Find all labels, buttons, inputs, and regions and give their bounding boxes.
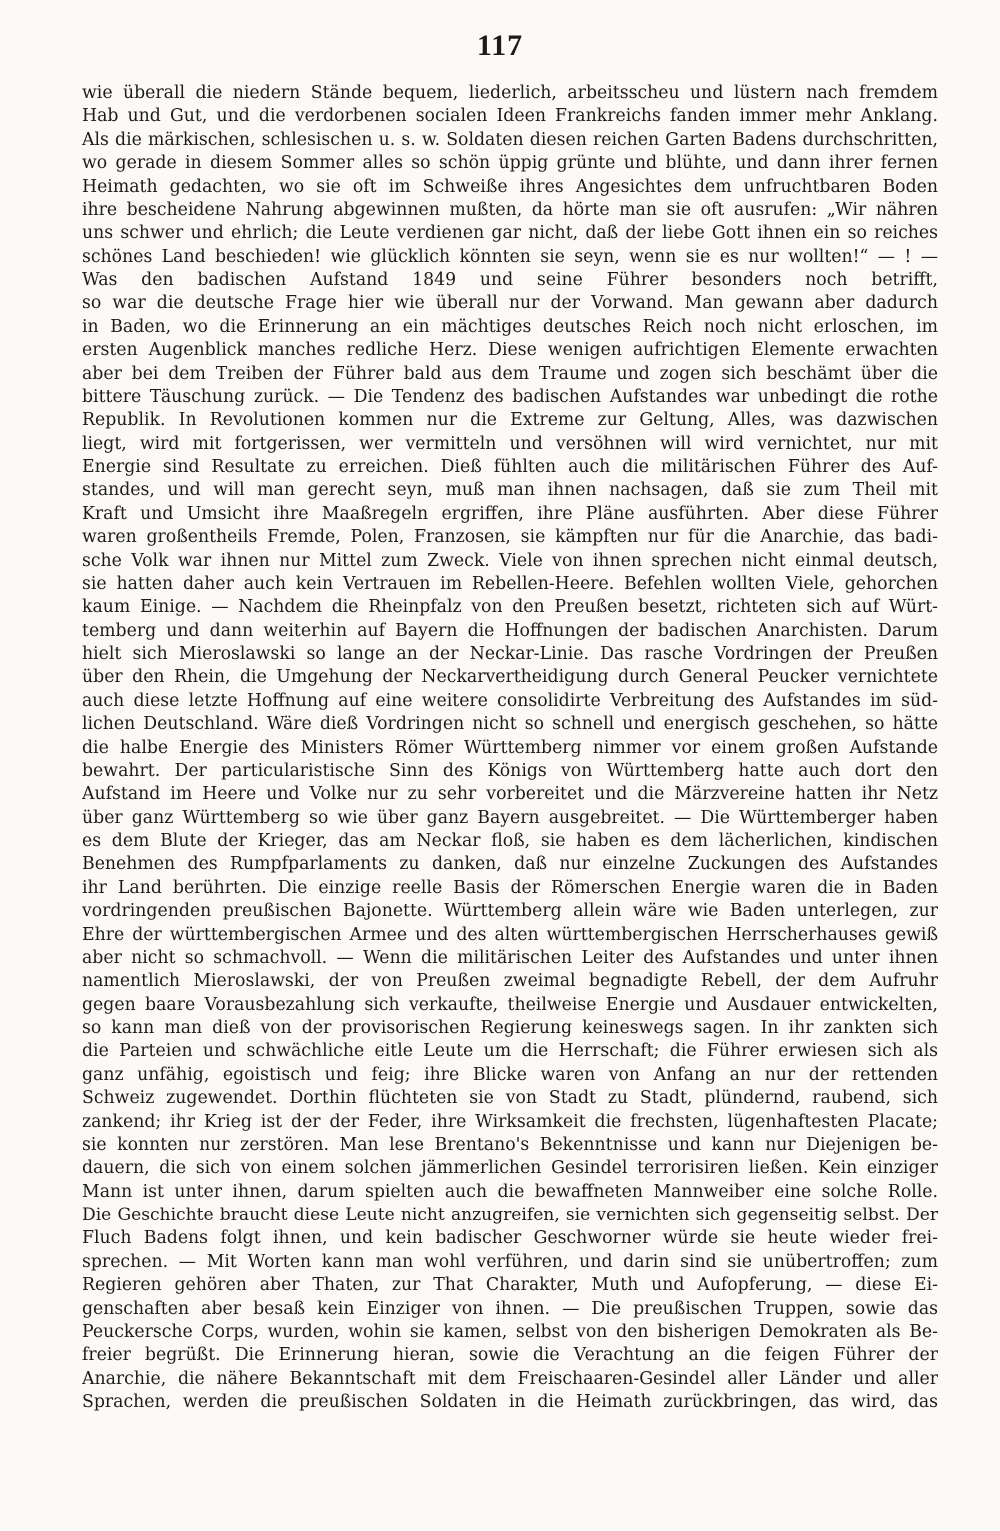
text-line: hielt sich Mieroslawski so lange an der Neckar-Linie. Das rasche Vordringen der Preußen: [82, 644, 938, 664]
body-text: [82, 82, 938, 1414]
text-line: kaum Einige. — Nachdem die Rheinpfalz von den Preußen besetzt, richteten sich auf Würt-: [82, 597, 938, 618]
text-line: Peuckersche Corps, wurden, wohin sie kamen, selbst von den bisherigen Demokraten als Be-: [82, 1321, 938, 1342]
text-line: so kann man dieß von der provisorischen Regierung keineswegs sagen. In ihr zankten sich: [82, 1018, 938, 1038]
text-line: Sprachen, werden die preußischen Soldaten in die Heimath zurückbringen, das wird, das: [82, 1392, 938, 1412]
text-line: Kraft und Umsicht ihre Maaßregeln ergriffen, ihre Pläne ausführten. Aber diese Führer: [82, 503, 938, 524]
text-line: uns schwer und ehrlich; die Leute verdienen gar nicht, daß der liebe Gott ihnen ein so reiches: [82, 223, 938, 244]
text-line: ganz unfähig, egoistisch und feig; ihre Blicke waren von Anfang an nur der rettenden: [82, 1064, 938, 1085]
text-line: sie konnten nur zerstören. Man lese Brentano's Bekenntnisse und kann nur Diejenigen be-: [82, 1134, 938, 1155]
text-line: die halbe Energie des Ministers Römer Württemberg nimmer vor einem großen Aufstande: [82, 737, 938, 758]
text-line: gegen baare Vorausbezahlung sich verkaufte, theilweise Energie und Ausdauer entwickelten,: [82, 994, 938, 1015]
text-line: Regieren gehören aber Thaten, zur That Charakter, Muth und Aufopferung, — diese Ei-: [82, 1275, 938, 1296]
text-line: Benehmen des Rumpfparlaments zu danken, daß nur einzelne Zuckungen des Aufstandes: [82, 854, 938, 875]
text-line: lichen Deutschland. Wäre dieß Vordringen nicht so schnell und energisch geschehen, so hätte: [82, 714, 938, 735]
text-line: Fluch Badens folgt ihnen, und kein badischer Geschworner würde sie heute wieder frei-: [82, 1228, 938, 1249]
text-line: Republik. In Revolutionen kommen nur die Extreme zur Geltung, Alles, was dazwischen: [82, 410, 938, 431]
text-line: aber bei dem Treiben der Führer bald aus dem Traume und zogen sich beschämt über die: [82, 363, 938, 384]
text-line: in Baden, wo die Erinnerung an ein mächtiges deutsches Reich noch nicht erloschen, im: [82, 316, 938, 337]
text-line: bewahrt. Der particularistische Sinn des Königs von Württemberg hatte auch dort den: [82, 760, 938, 781]
text-line: liegt, wird mit fortgerissen, wer vermitteln und versöhnen will wird vernichtet, nur mit: [82, 433, 938, 454]
text-line: temberg und dann weiterhin auf Bayern die Hoffnungen der badischen Anarchisten. Darum: [82, 620, 938, 641]
text-line: aber nicht so schmachvoll. — Wenn die militärischen Leiter des Aufstandes und unter ihnen: [82, 947, 938, 968]
text-line: Energie sind Resultate zu erreichen. Dieß fühlten auch die militärischen Führer des Auf-: [82, 457, 938, 477]
text-line: sche Volk war ihnen nur Mittel zum Zweck. Viele von ihnen sprechen nicht einmal deutsch,: [82, 550, 938, 571]
text-line: Heimath gedachten, wo sie oft im Schweiße ihres Angesichtes dem unfruchtbaren Boden: [82, 176, 938, 197]
text-line: standes, und will man gerecht seyn, muß man ihnen nachsagen, daß sie zum Theil mit: [82, 480, 938, 501]
text-line: Schweiz zugewendet. Dorthin flüchteten sie von Stadt zu Stadt, plündernd, raubend, sich: [82, 1088, 938, 1109]
text-line: ihr Land berührten. Die einzige reelle Basis der Römerschen Energie waren die in Baden: [82, 877, 938, 898]
text-line: sie hatten daher auch kein Vertrauen im Rebellen-Heere. Befehlen wollten Viele, gehorchen: [82, 573, 938, 594]
text-line: wie überall die niedern Stände bequem, liederlich, arbeitsscheu und lüstern nach fremdem: [82, 83, 938, 103]
text-line: über ganz Württemberg so wie über ganz Bayern ausgebreitet. — Die Württemberger haben: [82, 807, 938, 828]
text-line: Mann ist unter ihnen, darum spielten auch die bewaffneten Mannweiber eine solche Rolle.: [82, 1181, 938, 1202]
text-line: über den Rhein, die Umgehung der Neckarvertheidigung durch General Peucker vernichtete: [82, 667, 938, 688]
text-line: wo gerade in diesem Sommer alles so schön üppig grünte und blühte, und dann ihrer fernen: [82, 153, 938, 174]
text-line: auch diese letzte Hoffnung auf eine weitere consolidirte Verbreitung des Aufstandes im süd-: [82, 690, 938, 711]
text-line: waren großentheils Fremde, Polen, Franzosen, sie kämpften nur für die Anarchie, das badi-: [82, 527, 938, 548]
text-line: schönes Land beschieden! wie glücklich könnten sie seyn, wenn sie es nur wollten!“ — ! —: [82, 246, 938, 267]
text-line: namentlich Mieroslawski, der von Preußen zweimal begnadigte Rebell, der dem Aufruhr: [82, 971, 938, 992]
text-line: freier begrüßt. Die Erinnerung hieran, sowie die Verachtung an die feigen Führer der: [82, 1345, 938, 1366]
text-line: zankend; ihr Krieg ist der der Feder, ihre Wirksamkeit die frechsten, lügenhaftesten Placate;: [82, 1111, 938, 1132]
text-line: ihre bescheidene Nahrung abgewinnen mußten, da hörte man sie oft ausrufen: „Wir nähren: [82, 199, 938, 220]
text-line: Was den badischen Aufstand 1849 und seine Führer besonders noch betrifft,: [82, 270, 938, 290]
page-number: 117: [476, 29, 524, 62]
text-line: vordringenden preußischen Bajonette. Württemberg allein wäre wie Baden unterlegen, zur: [82, 901, 938, 922]
text-line: es dem Blute der Krieger, das am Neckar floß, sie haben es dem lächerlichen, kindischen: [82, 831, 938, 851]
text-line: sprechen. — Mit Worten kann man wohl verführen, und darin sind sie unübertroffen; zum: [82, 1251, 938, 1272]
text-line: Ehre der württembergischen Armee und des alten württembergischen Herrscherhauses gewiß: [82, 924, 938, 945]
text-line: bittere Täuschung zurück. — Die Tendenz des badischen Aufstandes war unbedingt die rothe: [82, 386, 938, 407]
text-line: Hab und Gut, und die verdorbenen socialen Ideen Frankreichs fanden immer mehr Anklang.: [82, 106, 938, 127]
text-line: Die Geschichte braucht diese Leute nicht anzugreifen, sie vernichten sich gegenseitig selbst. Der: [82, 1205, 938, 1225]
text-line: ersten Augenblick manches redliche Herz. Diese wenigen aufrichtigen Elemente erwachten: [82, 340, 938, 361]
text-line: Anarchie, die nähere Bekanntschaft mit dem Freischaaren-Gesindel aller Länder und aller: [82, 1368, 938, 1389]
text-line: so war die deutsche Frage hier wie überall nur der Vorwand. Man gewann aber dadurch: [82, 293, 938, 314]
text-line: Aufstand im Heere und Volke nur zu sehr vorbereitet und die Märzvereine hatten ihr Netz: [82, 784, 938, 805]
text-line: genschaften aber besaß kein Einziger von ihnen. — Die preußischen Truppen, sowie das: [82, 1298, 938, 1319]
text-line: die Parteien und schwächliche eitle Leute um die Herrschaft; die Führer erwiesen sich als: [82, 1041, 938, 1062]
text-line: Als die märkischen, schlesischen u. s. w. Soldaten diesen reichen Garten Badens durchschritten,: [82, 129, 938, 150]
text-line: dauern, die sich von einem solchen jämmerlichen Gesindel terrorisiren ließen. Kein einziger: [82, 1158, 938, 1179]
